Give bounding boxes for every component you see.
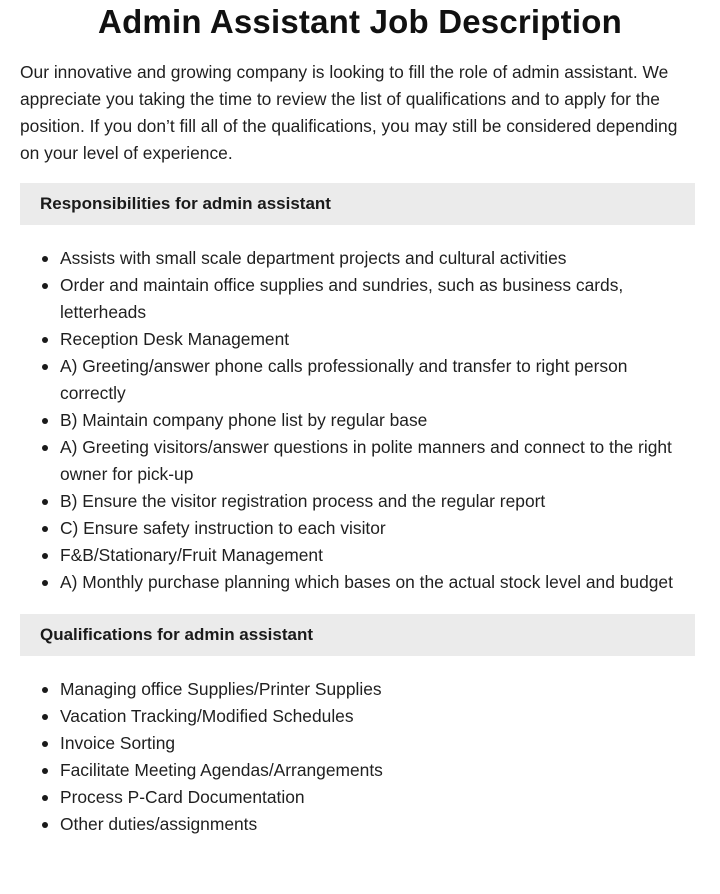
list-item: A) Greeting visitors/answer questions in polite manners and connect to the right owner for pick-up: [60, 434, 695, 488]
list-item: Managing office Supplies/Printer Supplies: [60, 676, 695, 703]
intro-paragraph: Our innovative and growing company is looking to fill the role of admin assistant. We appreciate you taking the time to review the list of qualifications and to apply for the position. If you don’t fill all of the qualifications, you may still be considered depending on your level of experience.: [20, 62, 678, 163]
list-item: Order and maintain office supplies and sundries, such as business cards, letterheads: [60, 272, 695, 326]
list-item: Vacation Tracking/Modified Schedules: [60, 703, 695, 730]
list-item: Invoice Sorting: [60, 730, 695, 757]
list-item: A) Greeting/answer phone calls professionally and transfer to right person correctly: [60, 353, 695, 407]
list-item: C) Ensure safety instruction to each visitor: [60, 515, 695, 542]
list-item: B) Maintain company phone list by regular base: [60, 407, 695, 434]
list-item: Process P-Card Documentation: [60, 784, 695, 811]
list-item: B) Ensure the visitor registration process and the regular report: [60, 488, 695, 515]
responsibilities-list: [0, 245, 720, 596]
qualifications-heading: Qualifications for admin assistant: [20, 614, 695, 656]
list-item: Other duties/assignments: [60, 811, 695, 838]
list-item: Reception Desk Management: [60, 326, 695, 353]
list-item: F&B/Stationary/Fruit Management: [60, 542, 695, 569]
list-item: A) Monthly purchase planning which bases on the actual stock level and budget: [60, 569, 695, 596]
page-title: Admin Assistant Job Description: [98, 3, 622, 40]
responsibilities-heading: Responsibilities for admin assistant: [20, 183, 695, 225]
list-item: Facilitate Meeting Agendas/Arrangements: [60, 757, 695, 784]
qualifications-list: [0, 676, 720, 838]
list-item: Assists with small scale department projects and cultural activities: [60, 245, 695, 272]
